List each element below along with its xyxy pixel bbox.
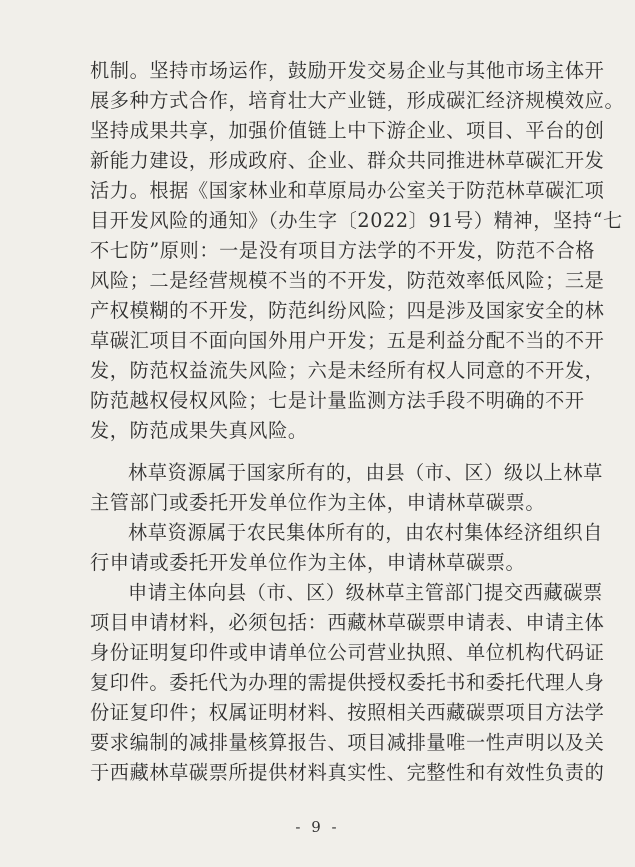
paragraph-application-materials	[90, 578, 605, 788]
text-line: 机制。坚持市场运作，鼓励开发交易企业与其他市场主体开	[90, 59, 605, 82]
text-line: 身份证明复印件或申请单位公司营业执照、单位机构代码证	[90, 641, 605, 664]
text-line: 防范越权侵权风险；七是计量监测方法手段不明确的不开	[90, 389, 585, 412]
text-line: 申请主体向县（市、区）级林草主管部门提交西藏碳票	[128, 581, 603, 604]
text-line: 发，防范成果失真风险。	[90, 419, 308, 442]
text-line: 风险；二是经营规模不当的不开发，防范效率低风险；三是	[90, 269, 605, 292]
text-line: 要求编制的减排量核算报告、项目减排量唯一性声明以及关	[90, 731, 605, 754]
text-line: 展多种方式合作，培育壮大产业链，形成碳汇经济规模效应。	[90, 89, 625, 112]
text-line: 主管部门或委托开发单位作为主体，申请林草碳票。	[90, 491, 546, 514]
text-line: 活力。根据《国家林业和草原局办公室关于防范林草碳汇项	[90, 179, 605, 202]
text-line: 新能力建设，形成政府、企业、群众共同推进林草碳汇开发	[90, 149, 605, 172]
text-line: 草碳汇项目不面向国外用户开发；五是利益分配不当的不开	[90, 329, 605, 352]
paragraph-principles	[90, 56, 625, 446]
text-line: 份证复印件；权属证明材料、按照相关西藏碳票项目方法学	[90, 701, 605, 724]
text-line: 复印件。委托代为办理的需提供授权委托书和委托代理人身	[90, 671, 605, 694]
text-line: 目开发风险的通知》（办生字〔2022〕91号）精神，坚持“七	[90, 209, 623, 232]
text-line: 发，防范权益流失风险；六是未经所有权人同意的不开发，	[90, 359, 605, 382]
text-line: 坚持成果共享，加强价值链上中下游企业、项目、平台的创	[90, 119, 605, 142]
text-line: 于西藏林草碳票所提供材料真实性、完整性和有效性负责的	[90, 761, 605, 784]
text-line: 产权模糊的不开发，防范纠纷风险；四是涉及国家安全的林	[90, 299, 605, 322]
text-line: 不七防”原则：一是没有项目方法学的不开发，防范不合格	[90, 239, 596, 262]
text-line: 行申请或委托开发单位作为主体，申请林草碳票。	[90, 551, 526, 574]
text-line: 林草资源属于国家所有的，由县（市、区）级以上林草	[128, 461, 603, 484]
text-line: 林草资源属于农民集体所有的，由农村集体经济组织自	[128, 521, 603, 544]
page-number: - 9 -	[295, 818, 340, 836]
paragraph-state-owned	[90, 458, 603, 518]
paragraph-collective-owned	[90, 518, 603, 578]
text-line: 项目申请材料，必须包括：西藏林草碳票申请表、申请主体	[90, 611, 605, 634]
